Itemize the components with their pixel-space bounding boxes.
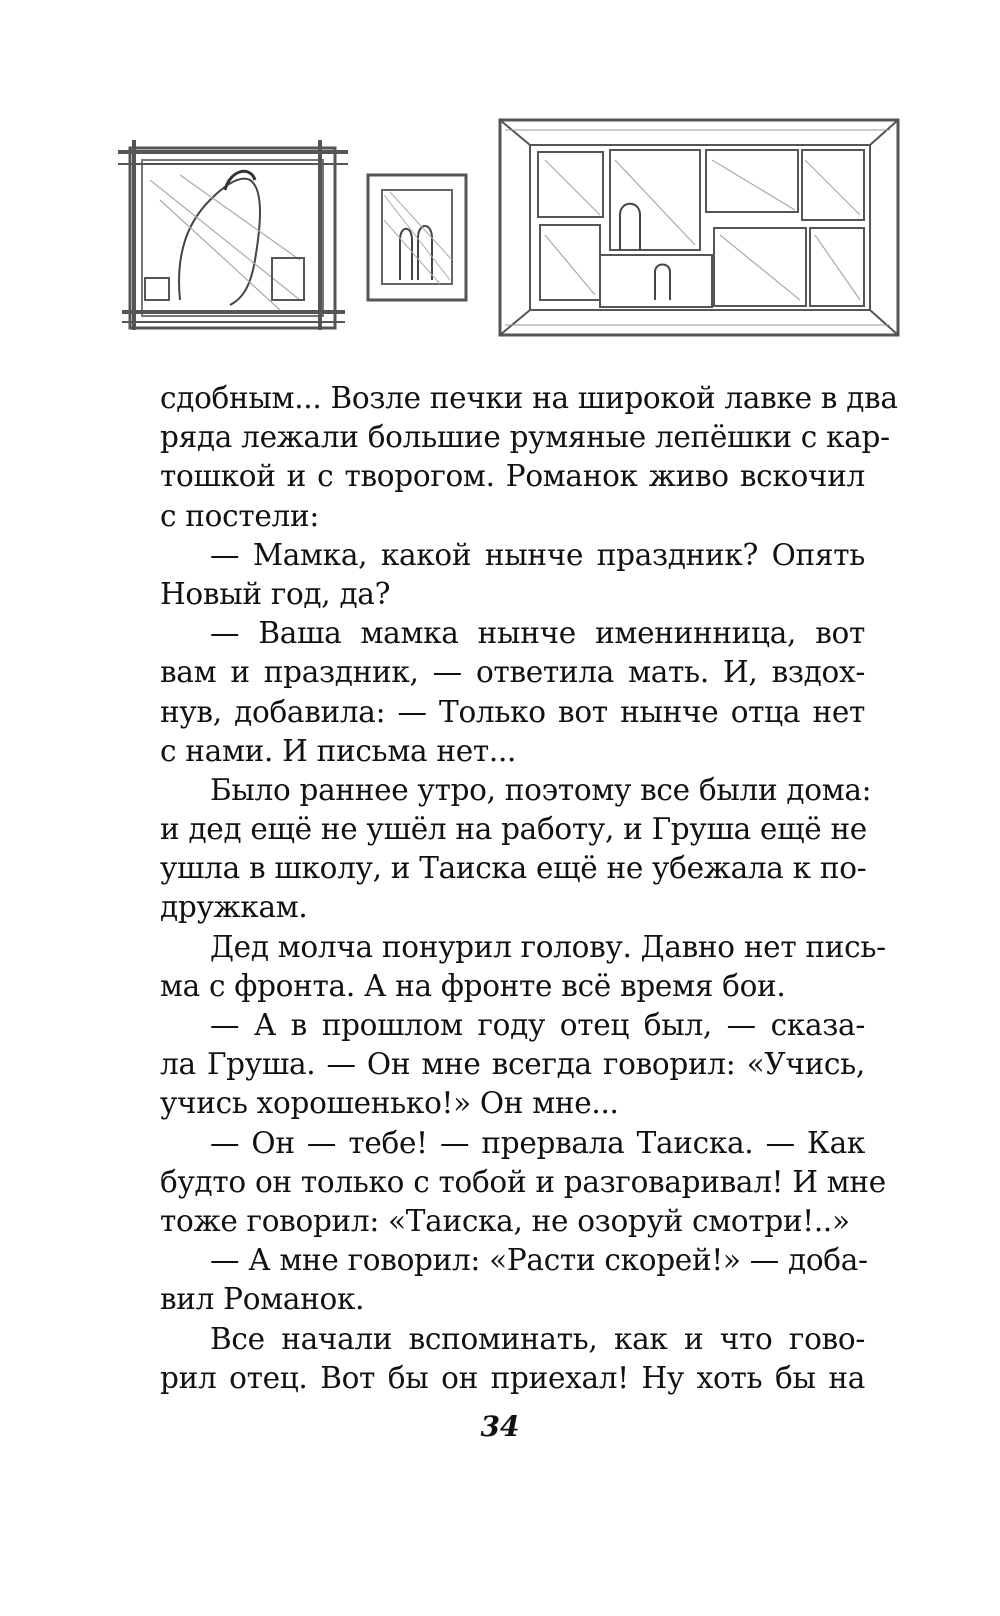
text-line: Все начали вспоминать, как и что гово- [210, 1321, 865, 1356]
text-line: нув, добавила: — Только вот нынче отца нет [160, 694, 865, 729]
paragraph-2 [160, 536, 865, 614]
paragraph-8 [160, 1241, 868, 1319]
text-line: с нами. И письма нет... [160, 733, 517, 768]
paragraph-3 [160, 614, 865, 771]
text-line: тошкой и с творогом. Романок живо вскочил [160, 459, 865, 494]
body-text [160, 379, 898, 1398]
text-line: Было раннее утро, поэтому все были дома: [210, 772, 872, 807]
text-line: — А мне говорил: «Расти скорей!» — доба- [210, 1243, 868, 1278]
wall-photos-illustration [0, 0, 1000, 380]
text-line: учись хорошенько!» Он мне... [160, 1086, 619, 1121]
small-portrait-frame [368, 175, 466, 300]
paragraph-9 [160, 1320, 865, 1398]
large-collage-frame [500, 120, 898, 335]
left-rustic-frame [118, 140, 348, 330]
text-line: ряда лежали большие румяные лепёшки с кар- [160, 420, 890, 455]
text-line: вам и праздник, — ответила мать. И, вздох- [160, 655, 865, 690]
text-line: — Мамка, какой нынче праздник? Опять [210, 537, 865, 572]
page-number: 34 [480, 1410, 520, 1443]
text-line: — А в прошлом году отец был, — сказа- [210, 1008, 865, 1042]
paragraph-4 [160, 771, 872, 928]
text-line: сдобным... Возле печки на широкой лавке в два [160, 381, 898, 415]
text-line: — Он — тебе! — прервала Таиска. — Как [210, 1125, 865, 1160]
text-line: ла Груша. — Он мне всегда говорил: «Учись, [160, 1047, 865, 1082]
paragraph-5 [160, 928, 886, 1006]
text-line: дружкам. [160, 890, 308, 925]
text-line: Дед молча понурил голову. Давно нет пись- [210, 929, 886, 964]
text-line: вил Романок. [160, 1282, 365, 1317]
text-line: будто он только с тобой и разговаривал! И мне [160, 1164, 886, 1199]
text-line: ушла в школу, и Таиска ещё не убежала к по- [160, 851, 867, 886]
paragraph-1 [160, 379, 898, 536]
text-line: и дед ещё не ушёл на работу, и Груша ещё не [160, 812, 867, 847]
text-line: тоже говорил: «Таиска, не озоруй смотри!..» [160, 1203, 850, 1238]
text-line: с постели: [160, 498, 319, 533]
text-line: рил отец. Вот бы он приехал! Ну хоть бы на [160, 1360, 865, 1395]
paragraph-6 [160, 1006, 865, 1124]
paragraph-7 [160, 1124, 886, 1242]
text-line: — Ваша мамка нынче именинница, вот [210, 616, 865, 651]
text-line: Новый год, да? [160, 576, 391, 611]
text-line: ма с фронта. А на фронте всё время бои. [160, 968, 786, 1003]
